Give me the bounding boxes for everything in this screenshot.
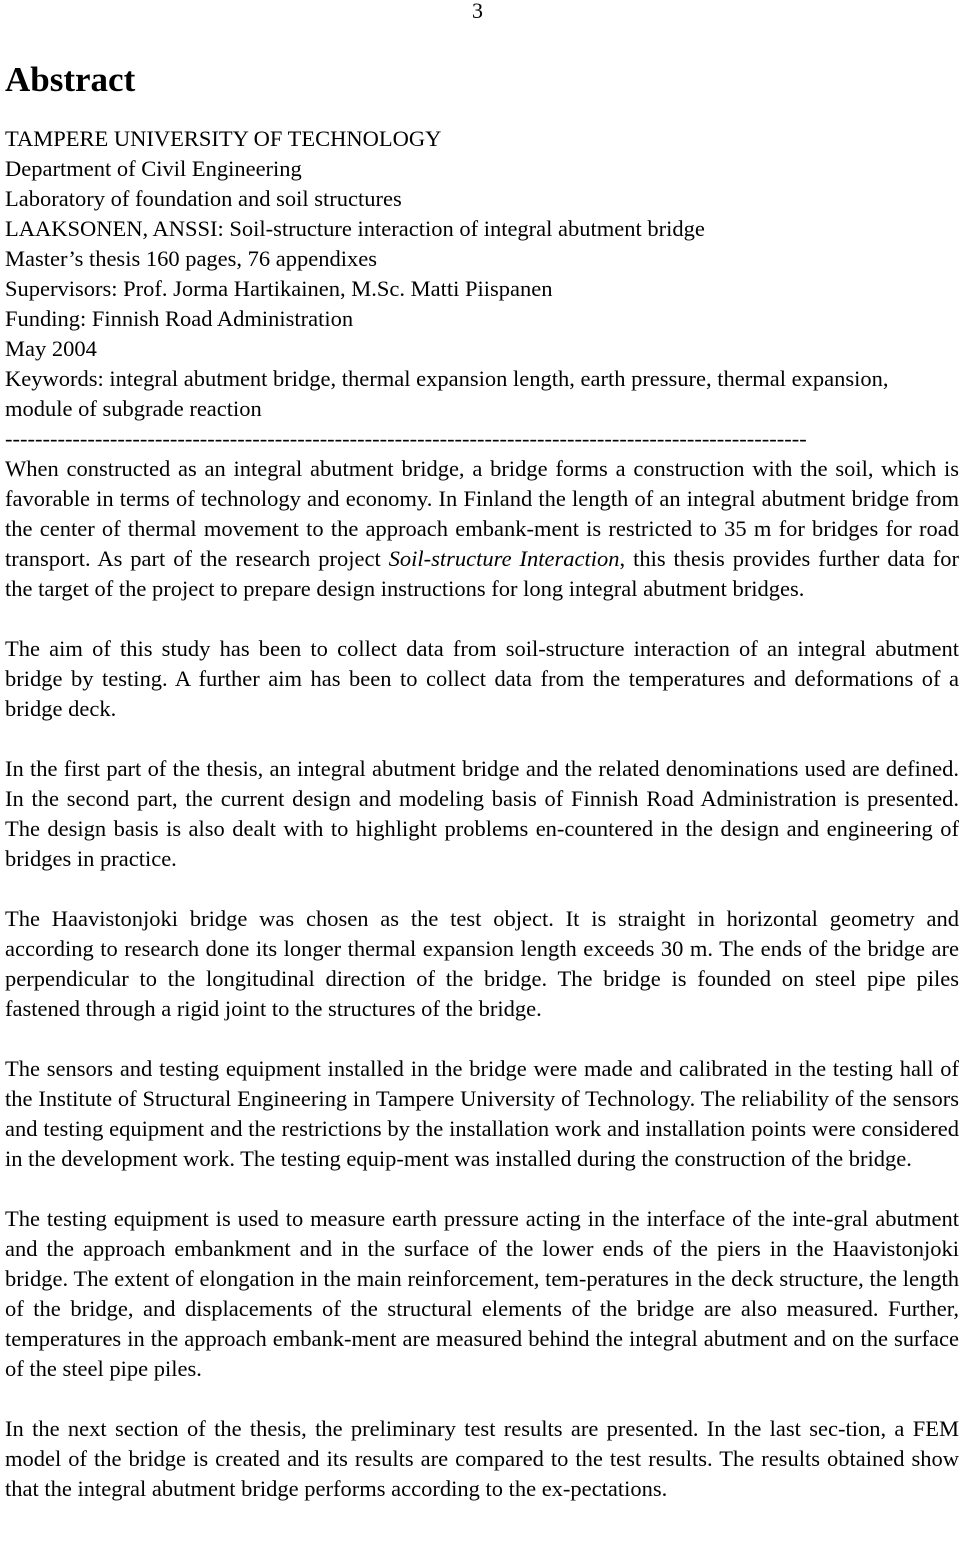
author-and-title: LAAKSONEN, ANSSI: Soil-structure interaction of integral abutment bridge — [5, 216, 705, 241]
page-title: Abstract — [5, 60, 136, 99]
paragraph-7: In the next section of the thesis, the preliminary test results are presented. In the last sec-tion, a FEM model of the bridge is created and its results are compared to the test results. The results obtained show that the integral abutment bridge performs according to the ex-pectations. — [5, 1416, 959, 1501]
thesis-metadata — [5, 124, 957, 454]
paragraph-1 — [5, 454, 959, 604]
keywords: Keywords: integral abutment bridge, thermal expansion length, earth pressure, thermal expansion, module of subgrade reaction — [5, 366, 889, 421]
paragraph-1-text-a: When constructed as an integral abutment bridge, a bridge forms a construction with the soil, which is favorable in terms of technology and economy. In Finland the length of an integral abutment bridge from the center of thermal movement to the approach embank-ment is restricted to 35 m for bridges for road transport. As part of the research project — [5, 456, 959, 571]
supervisors: Supervisors: Prof. Jorma Hartikainen, M.Sc. Matti Piispanen — [5, 276, 553, 301]
laboratory-name: Laboratory of foundation and soil structures — [5, 186, 402, 211]
paragraph-5: The sensors and testing equipment installed in the bridge were made and calibrated in the testing hall of the Institute of Structural Engineering in Tampere University of Technology. The reliability of the sensors and testing equipment and the restrictions by the installation work and installation points were considered in the development work. The testing equip-ment was installed during the construction of the bridge. — [5, 1056, 959, 1171]
paragraph-3: In the first part of the thesis, an integral abutment bridge and the related denominations used are defined. In the second part, the current design and modeling basis of Finnish Road Administration is presented. The design basis is also dealt with to highlight problems en-countered in the design and engineering of bridges in practice. — [5, 756, 959, 871]
university-name: TAMPERE UNIVERSITY OF TECHNOLOGY — [5, 126, 442, 151]
project-name-italic: Soil-structure Interaction — [388, 546, 620, 571]
department-name: Department of Civil Engineering — [5, 156, 302, 181]
date: May 2004 — [5, 336, 97, 361]
thesis-info: Master’s thesis 160 pages, 76 appendixes — [5, 246, 378, 271]
paragraph-1-text-b: , this thesis provides further data for the target of the project to prepare design instructions for long integral abutment bridges. — [5, 546, 960, 601]
funding: Funding: Finnish Road Administration — [5, 306, 354, 331]
section-divider: ----------------------------------------------------------------------------------------------------------- — [5, 426, 807, 451]
abstract-body — [5, 454, 959, 1504]
paragraph-6: The testing equipment is used to measure earth pressure acting in the interface of the inte-gral abutment and the approach embankment and in the surface of the lower ends of the piers in the Haavistonjoki bridge. The extent of elongation in the main reinforcement, tem-peratures in the deck structure, the length of the bridge, and displacements of the structural elements of the bridge are also measured. Further, temperatures in the approach embank-ment are measured behind the integral abutment and on the surface of the steel pipe piles. — [5, 1206, 959, 1381]
paragraph-2: The aim of this study has been to collect data from soil-structure interaction of an integral abutment bridge by testing. A further aim has been to collect data from the temperatures and deformations of a bridge deck. — [5, 636, 959, 721]
page-number: 3 — [472, 0, 483, 23]
paragraph-4: The Haavistonjoki bridge was chosen as the test object. It is straight in horizontal geometry and according to research done its longer thermal expansion length exceeds 30 m. The ends of the bridge are perpendicular to the longitudinal direction of the bridge. The bridge is founded on steel pipe piles fastened through a rigid joint to the structures of the bridge. — [5, 906, 959, 1021]
